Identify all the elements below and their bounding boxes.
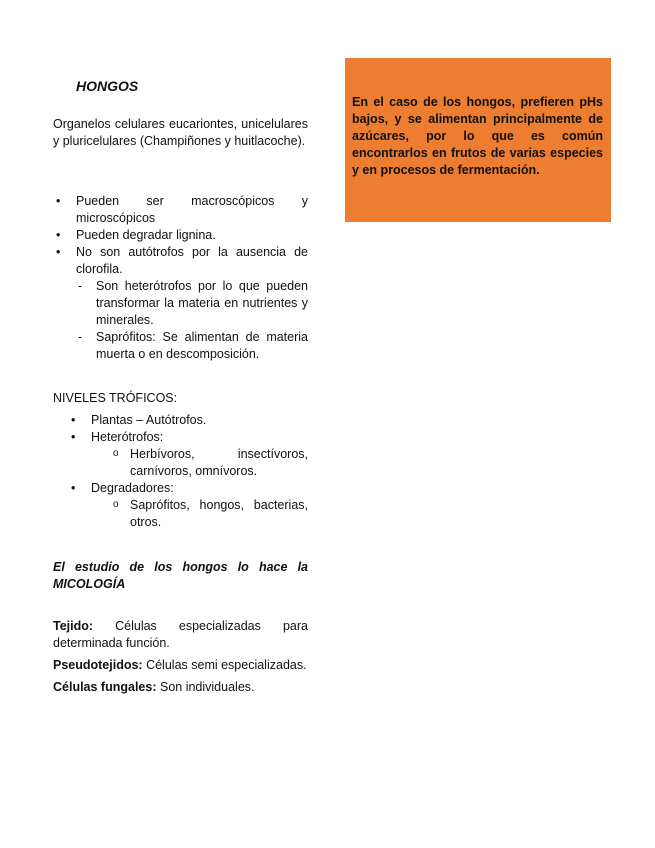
nivel-item: • Degradadores:	[53, 480, 308, 497]
callout-text: En el caso de los hongos, prefieren pHs bajos, y se alimentan principalmente de azúcares, por lo que es común encontrarlos en frutos de varias especies y en procesos de fermentación.	[352, 95, 603, 177]
definition-celulas-fungales: Células fungales: Son individuales.	[53, 680, 255, 694]
niveles-list	[53, 412, 308, 531]
sub-feature-item: - Son heterótrofos por lo que pueden transformar la materia en nutrientes y minerales.	[76, 278, 308, 329]
nivel-item: • Plantas – Autótrofos.	[53, 412, 308, 429]
niveles-heading: NIVELES TRÓFICOS:	[53, 391, 178, 405]
sub-feature-item: - Saprófitos: Se alimentan de materia muerta o en descomposición.	[76, 329, 308, 363]
nivel-sub-item: o Saprófitos, hongos, bacterias, otros.	[53, 497, 308, 531]
feature-item: • Pueden ser macroscópicos y microscópicos	[53, 193, 308, 227]
definitions	[53, 618, 308, 701]
intro-paragraph: Organelos celulares eucariontes, unicelulares y pluricelulares (Champiñones y huitlacoche).	[53, 117, 308, 148]
definition-tejido: Tejido: Células especializadas para determinada función.	[53, 619, 308, 650]
feature-item: • Pueden degradar lignina.	[53, 227, 308, 244]
page-title: HONGOS	[76, 78, 139, 94]
nivel-sub-item: o Herbívoros, insectívoros, carnívoros, omnívoros.	[53, 446, 308, 480]
feature-item: • No son autótrofos por la ausencia de clorofila. - Son heterótrofos por lo que pueden transformar la materia en nutrientes y minerales. - Saprófitos: Se alimentan de materia muerta o en descomposición.	[53, 244, 308, 363]
features-list	[53, 193, 308, 363]
micologia-statement: El estudio de los hongos lo hace la MICOLOGÍA	[53, 560, 308, 591]
callout-box	[345, 58, 611, 222]
definition-pseudotejidos: Pseudotejidos: Células semi especializadas.	[53, 658, 307, 672]
nivel-item: • Heterótrofos:	[53, 429, 308, 446]
